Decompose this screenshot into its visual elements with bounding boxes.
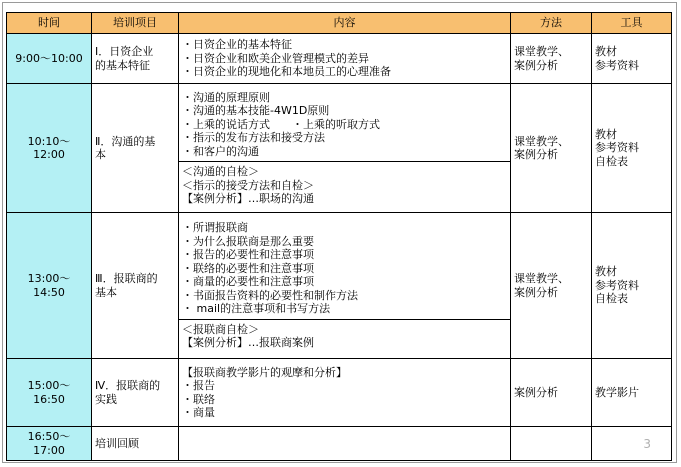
method-cell: [511, 427, 592, 461]
table-row: [7, 84, 672, 213]
tool-line: 自检表: [595, 154, 628, 168]
tool-line: 参考资料: [595, 58, 639, 72]
content-line: ・指示的发布方法和接受方法: [182, 131, 325, 144]
topic-cell: [92, 213, 179, 359]
content-line: ・报告的必要性和注意事项: [182, 248, 314, 262]
method-cell: [511, 213, 592, 359]
topic-line: 实践: [95, 392, 117, 406]
topic-line: 培训回顾: [95, 436, 139, 450]
method-line: 课堂教学、: [514, 272, 569, 285]
time-cell: [7, 213, 92, 359]
content-line: ＜沟通的自检＞: [182, 165, 259, 178]
time-line: 17:00: [33, 443, 65, 457]
content-block: [178, 320, 510, 353]
tool-line: 教材: [595, 127, 617, 141]
content-line: ＜报联商自检＞: [182, 322, 259, 336]
method-line: 案例分析: [514, 58, 558, 72]
content-block: [178, 441, 510, 447]
content-block: [178, 35, 510, 82]
time-line: 15:00～: [27, 379, 71, 392]
topic-line: Ⅲ．报联商的: [95, 272, 158, 285]
tool-line: 参考资料: [595, 278, 639, 292]
tool-cell: [592, 84, 672, 213]
table-row: [7, 359, 672, 427]
time-cell: [7, 427, 92, 461]
method-cell: [511, 34, 592, 84]
content-line: ・联络: [182, 392, 215, 406]
content-line: ・所谓报联商: [182, 221, 248, 235]
method-line: 课堂教学、: [514, 45, 569, 58]
tool-line: 教学影片: [595, 385, 639, 399]
content-line: ・沟通的基本技能-4W1D原则: [182, 104, 330, 117]
header-tool: 工具: [592, 13, 672, 34]
table-row: [7, 427, 672, 461]
content-line: ＜指示的接受方法和自检＞: [182, 178, 314, 192]
topic-line: 本: [95, 148, 106, 161]
content-cell: [179, 427, 511, 461]
tool-cell: [592, 213, 672, 359]
tool-cell: [592, 34, 672, 84]
table-row: [7, 34, 672, 84]
content-line: ・日资企业的基本特征: [182, 38, 292, 52]
content-block: [178, 363, 510, 423]
content-cell: [179, 34, 511, 84]
time-cell: [7, 359, 92, 427]
content-line: ・为什么报联商是那么重要: [182, 234, 314, 248]
method-line: 案例分析: [514, 285, 558, 299]
tool-line: 教材: [595, 265, 617, 279]
tool-line: 教材: [595, 45, 617, 58]
topic-line: Ⅳ．报联商的: [95, 379, 161, 392]
content-line: ・联络的必要性和注意事项: [182, 261, 314, 275]
time-line: 16:50: [33, 392, 65, 406]
topic-line: 基本: [95, 285, 117, 299]
content-line: ・日资企业的现地化和本地员工的心理准备: [182, 65, 391, 79]
header-method: 方法: [511, 13, 592, 34]
tool-cell: [592, 359, 672, 427]
topic-cell: [92, 427, 179, 461]
content-line: ・商量: [182, 406, 215, 419]
content-line: ・沟通的原理原则: [182, 90, 270, 104]
content-line: ・日资企业和欧美企业管理模式的差异: [182, 51, 369, 65]
content-line: ・商量的必要性和注意事项: [182, 275, 314, 289]
content-line: 【报联商教学影片的观摩和分析】: [182, 365, 347, 379]
method-line: 案例分析: [514, 385, 558, 399]
content-line: ・上乘的说话方式 ・上乘的听取方式: [182, 117, 380, 131]
content-cell: [179, 84, 511, 213]
tool-line: 参考资料: [595, 141, 639, 155]
topic-line: Ⅰ．日资企业: [95, 45, 154, 58]
content-cell: [179, 359, 511, 427]
method-line: 案例分析: [514, 148, 558, 161]
time-line: 13:00～: [27, 272, 71, 285]
time-cell: [7, 84, 92, 213]
tool-cell: [592, 427, 672, 461]
content-line: ・ mail的注意事项和书写方法: [182, 302, 331, 316]
method-line: 课堂教学、: [514, 134, 569, 148]
header-topic: 培训项目: [92, 13, 179, 34]
training-schedule-table: [6, 12, 672, 461]
content-block: [178, 88, 510, 163]
content-block: [178, 162, 510, 209]
content-cell: [179, 213, 511, 359]
time-line: 9:00～10:00: [15, 51, 83, 65]
tool-line: 自检表: [595, 292, 628, 306]
method-cell: [511, 359, 592, 427]
content-line: 【案例分析】…职场的沟通: [182, 192, 314, 205]
topic-cell: [92, 359, 179, 427]
content-line: ・报告: [182, 379, 215, 392]
time-line: 10:10～: [27, 134, 71, 148]
topic-line: Ⅱ．沟通的基: [95, 134, 156, 148]
time-cell: [7, 34, 92, 84]
header-content: 内容: [179, 13, 511, 34]
time-line: 14:50: [33, 285, 65, 299]
header-row: [7, 13, 672, 34]
topic-cell: [92, 84, 179, 213]
content-line: ・书面报告资料的必要性和制作方法: [182, 288, 358, 302]
time-line: 12:00: [33, 148, 65, 161]
topic-line: 的基本特征: [95, 58, 150, 72]
table-row: [7, 213, 672, 359]
method-cell: [511, 84, 592, 213]
content-line: ・和客户的沟通: [182, 144, 259, 158]
time-line: 16:50～: [27, 430, 71, 443]
header-time: 时间: [7, 13, 92, 34]
content-block: [178, 218, 510, 320]
content-line: 【案例分析】…报联商案例: [182, 336, 314, 350]
page-number: 3: [643, 437, 651, 451]
topic-cell: [92, 34, 179, 84]
